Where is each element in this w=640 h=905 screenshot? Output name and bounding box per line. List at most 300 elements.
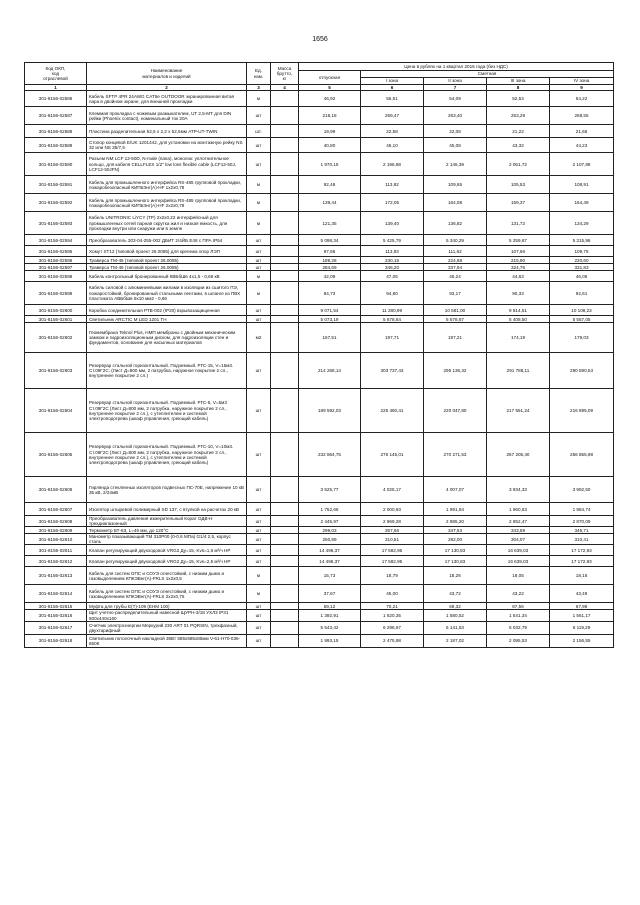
row-zone3-price: 43,32	[487, 138, 550, 153]
row-zone1-price: 55,51	[361, 91, 424, 107]
row-name: Коробка соединительная РТВ-002 (IP20) взрывозащищенная	[87, 305, 247, 316]
row-mass	[271, 246, 299, 257]
row-release-price: 59,12	[299, 603, 361, 610]
row-zone4-price: 67,98	[550, 603, 614, 610]
table-row	[25, 389, 614, 433]
row-release-price: 97,86	[299, 246, 361, 257]
row-zone4-price: 43,49	[550, 585, 614, 603]
row-code: 301-8156-02605	[25, 433, 87, 477]
index-cell: 1	[25, 85, 87, 91]
row-zone4-price: 164,49	[550, 194, 614, 212]
row-unit: шт	[247, 516, 271, 527]
row-name: Муфта для трубы Е(Т)-109 (ЕНМ 100)	[87, 603, 247, 610]
row-name: Светильник ARCTIC М LED 1201 ТН	[87, 316, 247, 323]
row-zone2-price: 45,08	[424, 138, 487, 153]
row-code: 301-8156-02587	[25, 107, 87, 125]
row-code: 301-8156-02609	[25, 527, 87, 534]
row-release-price: 19,99	[299, 125, 361, 138]
row-zone1-price: 197,71	[361, 323, 424, 353]
table-row	[25, 125, 614, 138]
row-name: Клапан регулирующий двухходовой VRG2 Ду=15, Kvs=1,6 м³/ч HP	[87, 545, 247, 556]
row-zone1-price: 45,00	[361, 585, 424, 603]
table-row	[25, 264, 614, 271]
row-zone3-price: 5 408,50	[487, 316, 550, 323]
row-release-price: 2 445,97	[299, 516, 361, 527]
table-row	[25, 621, 614, 634]
row-zone3-price: 304,07	[487, 534, 550, 545]
row-name: Резервуар стальной горизонтальный. Подземный. РГС-10, V=10м3. Ст.09Г2С (Лист Д=800 мм, 2 патрубка, наружное покрытие 2 сл., внутреннее покрытие 2 сл.), с утеплителем и системой электроподогрева (шкаф управления, греющий кабель)	[87, 433, 247, 477]
row-release-price: 14 496,37	[299, 545, 361, 556]
row-code: 301-8156-02600	[25, 305, 87, 316]
row-mass	[271, 353, 299, 389]
row-zone4-price: 331,83	[550, 264, 614, 271]
row-unit: шт	[247, 138, 271, 153]
table-row	[25, 353, 614, 389]
row-zone3-price: 2 852,47	[487, 516, 550, 527]
row-unit: шт	[247, 634, 271, 647]
row-zone3-price: 3 934,33	[487, 477, 550, 503]
row-unit: шт	[247, 316, 271, 323]
row-code: 301-8156-02612	[25, 556, 87, 567]
table-row	[25, 585, 614, 603]
row-name: Разъем NM LCF 12-50D, N-male (папа), монолок: уплотнительное кольцо, для кабеля CELLFLEX 1/2" low loss flexible cable (LCF12-50J, LCF12-50JFN)	[87, 153, 247, 176]
row-mass	[271, 527, 299, 534]
row-name: Счетчик электроэнергии Меркурий 230 ART 01 PQRSIN, трехфазный, двухтарифный	[87, 621, 247, 634]
row-zone4-price: 1 984,74	[550, 503, 614, 516]
row-release-price: 139,44	[299, 194, 361, 212]
row-zone2-price: 109,65	[424, 176, 487, 194]
row-release-price: 9 071,54	[299, 305, 361, 316]
table-row	[25, 516, 614, 527]
table-row	[25, 91, 614, 107]
row-mass	[271, 567, 299, 585]
row-mass	[271, 257, 299, 264]
row-release-price: 5 098,34	[299, 235, 361, 246]
header-mass: Масса брутто, кг	[271, 63, 299, 85]
table-row	[25, 603, 614, 610]
row-name: Кабель для систем ОПС и СОУЭ огнестойкий, с низким дымо и газовыделением КПКЭВнг(А)-FRLS 1х2х0,5	[87, 567, 247, 585]
row-mass	[271, 138, 299, 153]
row-zone2-price: 292,00	[424, 534, 487, 545]
row-zone2-price: 270 271,53	[424, 433, 487, 477]
row-zone3-price: 107,66	[487, 246, 550, 257]
row-zone1-price: 17 582,95	[361, 545, 424, 556]
row-unit: шт	[247, 556, 271, 567]
row-zone3-price: 16 639,03	[487, 545, 550, 556]
row-mass	[271, 271, 299, 282]
row-zone2-price: 2 145,39	[424, 153, 487, 176]
row-zone1-price: 113,93	[361, 246, 424, 257]
row-zone1-price: 303 737,43	[361, 353, 424, 389]
row-code: 301-8156-02591	[25, 176, 87, 194]
row-code: 301-8156-02618	[25, 634, 87, 647]
row-name: Резервуар стальной горизонтальный. Подземный. РГС-5, V=5м3 Ст.09Г2С (Лист Д=800 мм, 2 патрубка, наружное покрытие 2 сл., внутреннее покрытие 2 сл.), с утеплителем и системой электроподогрева (шкаф управления, греющий кабель)	[87, 389, 247, 433]
row-zone4-price: 2 870,09	[550, 516, 614, 527]
row-release-price: 189,28	[299, 257, 361, 264]
header-smetnaya: Сметная	[361, 71, 614, 78]
row-zone4-price: 216 895,09	[550, 389, 614, 433]
row-mass	[271, 316, 299, 323]
row-zone4-price: 6 119,29	[550, 621, 614, 634]
row-zone2-price: 220 047,80	[424, 389, 487, 433]
row-zone1-price: 2 000,93	[361, 503, 424, 516]
row-zone4-price: 3 992,50	[550, 477, 614, 503]
row-release-price: 84,73	[299, 282, 361, 305]
row-release-price: 214 268,14	[299, 353, 361, 389]
row-name: Кабель контрольный бронированный КВБбШв 4х1,5 - 0,66 кВ	[87, 271, 247, 282]
row-code: 301-8156-02607	[25, 503, 87, 516]
row-zone1-price: 2 196,88	[361, 153, 424, 176]
row-mass	[271, 610, 299, 621]
row-zone2-price: 5 578,67	[424, 316, 487, 323]
row-name: Гирлянда стеклянных изоляторов подвесных ПС-70Е, напряжение 10 кВ 35 кВ, 2/24мВ	[87, 477, 247, 503]
row-code: 301-8156-02586	[25, 91, 87, 107]
row-zone4-price: 134,29	[550, 212, 614, 235]
row-zone2-price: 224,68	[424, 257, 487, 264]
row-unit: шт	[247, 433, 271, 477]
row-zone1-price: 310,51	[361, 534, 424, 545]
row-zone4-price: 5 557,05	[550, 316, 614, 323]
row-zone2-price: 111,62	[424, 246, 487, 257]
row-zone2-price: 2 197,02	[424, 634, 487, 647]
index-cell: 4	[271, 85, 299, 91]
row-mass	[271, 176, 299, 194]
row-zone1-price: 5 425,79	[361, 235, 424, 246]
row-mass	[271, 503, 299, 516]
row-code: 301-8156-02610	[25, 534, 87, 545]
row-release-price: 1 392,91	[299, 610, 361, 621]
row-zone3-price: 324,76	[487, 264, 550, 271]
row-unit: шт	[247, 153, 271, 176]
row-zone1-price: 6 296,67	[361, 621, 424, 634]
header-name: Наименование материалов и изделий	[87, 63, 247, 85]
row-release-price: 121,35	[299, 212, 361, 235]
row-mass	[271, 621, 299, 634]
table-row	[25, 634, 614, 647]
row-name: Кабель для промышленного интерфейса RS-485 групповой прокладки, пожаробезопасный КИПвЭнг(А)-HF 2х2х0,78	[87, 194, 247, 212]
row-zone4-price: 21,66	[550, 125, 614, 138]
row-unit: м	[247, 567, 271, 585]
row-zone2-price: 93,17	[424, 282, 487, 305]
row-zone3-price: 215,90	[487, 257, 550, 264]
row-name: Клеммая прокладка с ножевым размыкателем, UT 2,5-МТ для DIN рейки (Phoenix contact), номинальный ток 20А	[87, 107, 247, 125]
header-code: Код ОКП, код отраслевой	[25, 63, 87, 85]
row-mass	[271, 323, 299, 353]
index-cell: 6	[361, 85, 424, 91]
row-release-price: 5 073,19	[299, 316, 361, 323]
row-zone3-price: 291 788,11	[487, 353, 550, 389]
row-mass	[271, 556, 299, 567]
row-code: 301-8156-02593	[25, 212, 87, 235]
row-unit: шт	[247, 107, 271, 125]
row-unit: шт	[247, 527, 271, 534]
row-zone1-price: 2 475,98	[361, 634, 424, 647]
table-row	[25, 194, 614, 212]
row-zone3-price: 217 551,24	[487, 389, 550, 433]
row-zone4-price: 54,22	[550, 91, 614, 107]
row-zone2-price: 46,24	[424, 271, 487, 282]
table-row	[25, 316, 614, 323]
row-release-price: 218,18	[299, 107, 361, 125]
row-zone3-price: 44,63	[487, 271, 550, 282]
row-zone3-price: 9 814,51	[487, 305, 550, 316]
row-unit: шт	[247, 477, 271, 503]
row-name: Преобразователь давления измерительный Корат ОДВ-Н трехдиапазонный	[87, 516, 247, 527]
row-release-price: 42,09	[299, 271, 361, 282]
row-unit: м	[247, 212, 271, 235]
row-mass	[271, 194, 299, 212]
row-release-price: 167,51	[299, 323, 361, 353]
row-name: Манометр показывающий ТМ 310Р00 (0-0,6 МПа) G1/4 2,5, корпус сталь	[87, 534, 247, 545]
row-unit: м	[247, 176, 271, 194]
row-zone2-price: 69,32	[424, 603, 487, 610]
table-row	[25, 323, 614, 353]
price-rows	[25, 91, 614, 648]
row-unit: м	[247, 271, 271, 282]
row-zone1-price: 47,05	[361, 271, 424, 282]
index-cell: 9	[550, 85, 614, 91]
row-unit: шт	[247, 353, 271, 389]
row-code: 301-8156-02608	[25, 516, 87, 527]
row-release-price: 92,46	[299, 176, 361, 194]
row-zone2-price: 10 581,00	[424, 305, 487, 316]
row-zone2-price: 17 130,83	[424, 556, 487, 567]
row-unit: шт	[247, 305, 271, 316]
header-unit: Ед. изм.	[247, 63, 271, 85]
row-mass	[271, 634, 299, 647]
row-release-price: 284,69	[299, 264, 361, 271]
row-zone4-price: 2 156,55	[550, 634, 614, 647]
row-unit: шт	[247, 610, 271, 621]
row-release-price: 37,67	[299, 585, 361, 603]
row-mass	[271, 264, 299, 271]
row-zone3-price: 159,37	[487, 194, 550, 212]
row-code: 301-8156-02601	[25, 316, 87, 323]
header-zone-1: I зона	[361, 78, 424, 85]
row-mass	[271, 516, 299, 527]
row-zone2-price: 43,72	[424, 585, 487, 603]
row-code: 301-8156-02599	[25, 282, 87, 305]
row-zone1-price: 2 969,28	[361, 516, 424, 527]
table-row	[25, 138, 614, 153]
row-name: Изолятор штыревой полимерный SD 137, с втулкой на расчетах 20 кВ	[87, 503, 247, 516]
row-code: 301-8156-02603	[25, 353, 87, 389]
row-unit: м	[247, 585, 271, 603]
row-mass	[271, 389, 299, 433]
row-code: 301-8156-02602	[25, 323, 87, 353]
row-mass	[271, 585, 299, 603]
table-row	[25, 556, 614, 567]
row-zone2-price: 4 007,07	[424, 477, 487, 503]
row-zone1-price: 269,47	[361, 107, 424, 125]
row-zone1-price: 17 582,95	[361, 556, 424, 567]
row-zone1-price: 346,20	[361, 264, 424, 271]
row-zone4-price: 92,61	[550, 282, 614, 305]
row-zone2-price: 22,08	[424, 125, 487, 138]
row-mass	[271, 153, 299, 176]
row-release-price: 299,03	[299, 527, 361, 534]
row-zone3-price: 18,05	[487, 567, 550, 585]
row-zone1-price: 139,40	[361, 212, 424, 235]
row-zone2-price: 1 991,94	[424, 503, 487, 516]
row-code: 301-8156-02611	[25, 545, 87, 556]
row-zone2-price: 17 130,83	[424, 545, 487, 556]
index-cell: 7	[424, 85, 487, 91]
row-zone1-price: 276 145,01	[361, 433, 424, 477]
row-release-price: 40,80	[299, 138, 361, 153]
row-code: 301-8156-02590	[25, 153, 87, 176]
table-row	[25, 282, 614, 305]
table-row	[25, 433, 614, 477]
row-zone1-price: 230,15	[361, 257, 424, 264]
row-unit: м	[247, 194, 271, 212]
row-zone2-price: 136,82	[424, 212, 487, 235]
row-zone1-price: 18,79	[361, 567, 424, 585]
row-zone2-price: 5 340,29	[424, 235, 487, 246]
row-mass	[271, 603, 299, 610]
row-mass	[271, 534, 299, 545]
header-zone-2: II зона	[424, 78, 487, 85]
row-mass	[271, 282, 299, 305]
table-row	[25, 567, 614, 585]
row-zone2-price: 18,26	[424, 567, 487, 585]
row-zone2-price: 187,21	[424, 323, 487, 353]
index-cell: 8	[487, 85, 550, 91]
row-name: Клапан регулирующий двухходовой VRG2 Ду=15, Kvs=2,5 м³/ч HP	[87, 556, 247, 567]
row-release-price: 232 864,75	[299, 433, 361, 477]
row-zone4-price: 258,55	[550, 107, 614, 125]
row-zone1-price: 1 620,35	[361, 610, 424, 621]
row-zone4-price: 5 315,96	[550, 235, 614, 246]
row-unit: шт	[247, 621, 271, 634]
row-zone2-price: 337,94	[424, 264, 487, 271]
row-zone4-price: 310,41	[550, 534, 614, 545]
header-zone-3: III зона	[487, 78, 550, 85]
row-unit: м2	[247, 323, 271, 353]
row-unit: шт	[247, 257, 271, 264]
row-zone3-price: 6 032,79	[487, 621, 550, 634]
row-zone2-price: 263,40	[424, 107, 487, 125]
header-price-title: Цена в рублях на 1 квартал 2016 года (без НДС)	[299, 63, 614, 71]
row-zone4-price: 17 172,93	[550, 556, 614, 567]
row-mass	[271, 545, 299, 556]
index-cell: 3	[247, 85, 271, 91]
table-row	[25, 534, 614, 545]
row-zone1-price: 5 678,64	[361, 316, 424, 323]
row-code: 301-8156-02594	[25, 235, 87, 246]
table-row	[25, 545, 614, 556]
row-zone3-price: 267 205,40	[487, 433, 550, 477]
row-zone3-price: 131,72	[487, 212, 550, 235]
row-zone4-price: 290 590,53	[550, 353, 614, 389]
row-name: Кабель для промышленного интерфейса RS-485 групповой прокладки, пожаробезопасный КИПвЭнг(А)-HF 1х2х0,78	[87, 176, 247, 194]
row-zone4-price: 108,91	[550, 176, 614, 194]
row-zone1-price: 4 025,17	[361, 477, 424, 503]
table-row	[25, 257, 614, 264]
table-row	[25, 503, 614, 516]
table-row	[25, 477, 614, 503]
table-row	[25, 176, 614, 194]
row-zone4-price: 2 107,98	[550, 153, 614, 176]
row-zone3-price: 2 061,72	[487, 153, 550, 176]
row-release-price: 15,73	[299, 567, 361, 585]
row-release-price: 14 496,37	[299, 556, 361, 567]
table-row	[25, 610, 614, 621]
row-name: Кабель силовой с алюминиевыми жилами в изоляции из сшитого ПЭ, пожаростойкий, бронированный стальными лентами, в шланге из ПВХ пластиката АВБбШв 5х10 мм2 - 0,66	[87, 282, 247, 305]
row-release-price: 250,89	[299, 534, 361, 545]
row-release-price: 5 543,42	[299, 621, 361, 634]
row-code: 301-8156-02596	[25, 257, 87, 264]
row-zone3-price: 90,33	[487, 282, 550, 305]
row-zone4-price: 46,06	[550, 271, 614, 282]
row-name: Преобразователь 303-04-255-002 ДБИТ 2/4ЙБ Е48 с ПРА IP54	[87, 235, 247, 246]
row-unit: шт	[247, 534, 271, 545]
row-zone1-price: 94,80	[361, 282, 424, 305]
row-zone1-price: 225 460,41	[361, 389, 424, 433]
row-zone3-price: 1 541,34	[487, 610, 550, 621]
row-unit: шт	[247, 545, 271, 556]
row-name: Термометр БТ-63, L=46 мм, до 120°С	[87, 527, 247, 534]
row-unit: шт	[247, 246, 271, 257]
row-code: 301-8156-02597	[25, 264, 87, 271]
row-code: 301-8156-02613	[25, 567, 87, 585]
row-zone3-price: 1 960,63	[487, 503, 550, 516]
row-zone2-price: 347,53	[424, 527, 487, 534]
row-zone4-price: 109,75	[550, 246, 614, 257]
row-mass	[271, 235, 299, 246]
table-row	[25, 527, 614, 534]
row-zone2-price: 1 580,52	[424, 610, 487, 621]
row-zone4-price: 220,60	[550, 257, 614, 264]
row-release-price: 1 970,15	[299, 153, 361, 176]
row-name: Резервуар стальной горизонтальный. Подземный. РГС-15, V=15м3. Ст.09Г2С. (Лист Д=800 мм, 2 патрубка, наружное покрытие 2 сл., внутреннее покрытие 2 сл.)	[87, 353, 247, 389]
row-zone3-price: 253,29	[487, 107, 550, 125]
row-release-price: 1 752,66	[299, 503, 361, 516]
row-unit: шт	[247, 389, 271, 433]
row-name: Хомут ХТ12 (типовой проект 26.0085) для крепежа опор ЛЭП	[87, 246, 247, 257]
row-zone2-price: 54,09	[424, 91, 487, 107]
row-zone1-price: 357,66	[361, 527, 424, 534]
row-zone3-price: 105,53	[487, 176, 550, 194]
row-name: Траверса ТМ-45 (типовой проект 26.0085)	[87, 257, 247, 264]
row-unit: шт	[247, 264, 271, 271]
row-zone3-price: 16 639,03	[487, 556, 550, 567]
row-zone2-price: 295 136,32	[424, 353, 487, 389]
table-row	[25, 246, 614, 257]
row-code: 301-8156-02592	[25, 194, 87, 212]
row-zone4-price: 10 108,23	[550, 305, 614, 316]
row-code: 301-8156-02616	[25, 610, 87, 621]
index-cell: 2	[87, 85, 247, 91]
row-name: Геомембрана Teknol Plus, НМП мембраны с двойным механическим замком и гидроизоляционным диском, для гидроизоляции стен и фундаментов, основание для насыпных материалов	[87, 323, 247, 353]
row-unit: шт	[247, 603, 271, 610]
row-zone1-price: 22,58	[361, 125, 424, 138]
header-release: отпускная	[299, 71, 361, 85]
row-code: 301-8156-02606	[25, 477, 87, 503]
row-zone4-price: 17 172,93	[550, 545, 614, 556]
row-zone4-price: 44,23	[550, 138, 614, 153]
row-mass	[271, 477, 299, 503]
row-zone1-price: 113,92	[361, 176, 424, 194]
row-name: Кабель UNITRONIC LiYCY (TP) 2х2х0,22 интерфейсный для промышленных сетей парная скрутка жил и низкая емкость, для прокладки внутри или снаружи или в земле	[87, 212, 247, 235]
row-name: Светильник потолочный накладной 36Вт 585х585х85мм V-61-H70-036-650К	[87, 634, 247, 647]
row-release-price: 1 993,15	[299, 634, 361, 647]
row-name: Кабель SFTP 4PR 24AWG CAT5e OUTDOOR экранированная витая пара в двойном экране, для внешней прокладки	[87, 91, 247, 107]
row-release-price: 189 592,03	[299, 389, 361, 433]
header-zone-4: IV зона	[550, 78, 614, 85]
row-zone1-price: 172,05	[361, 194, 424, 212]
row-mass	[271, 107, 299, 125]
